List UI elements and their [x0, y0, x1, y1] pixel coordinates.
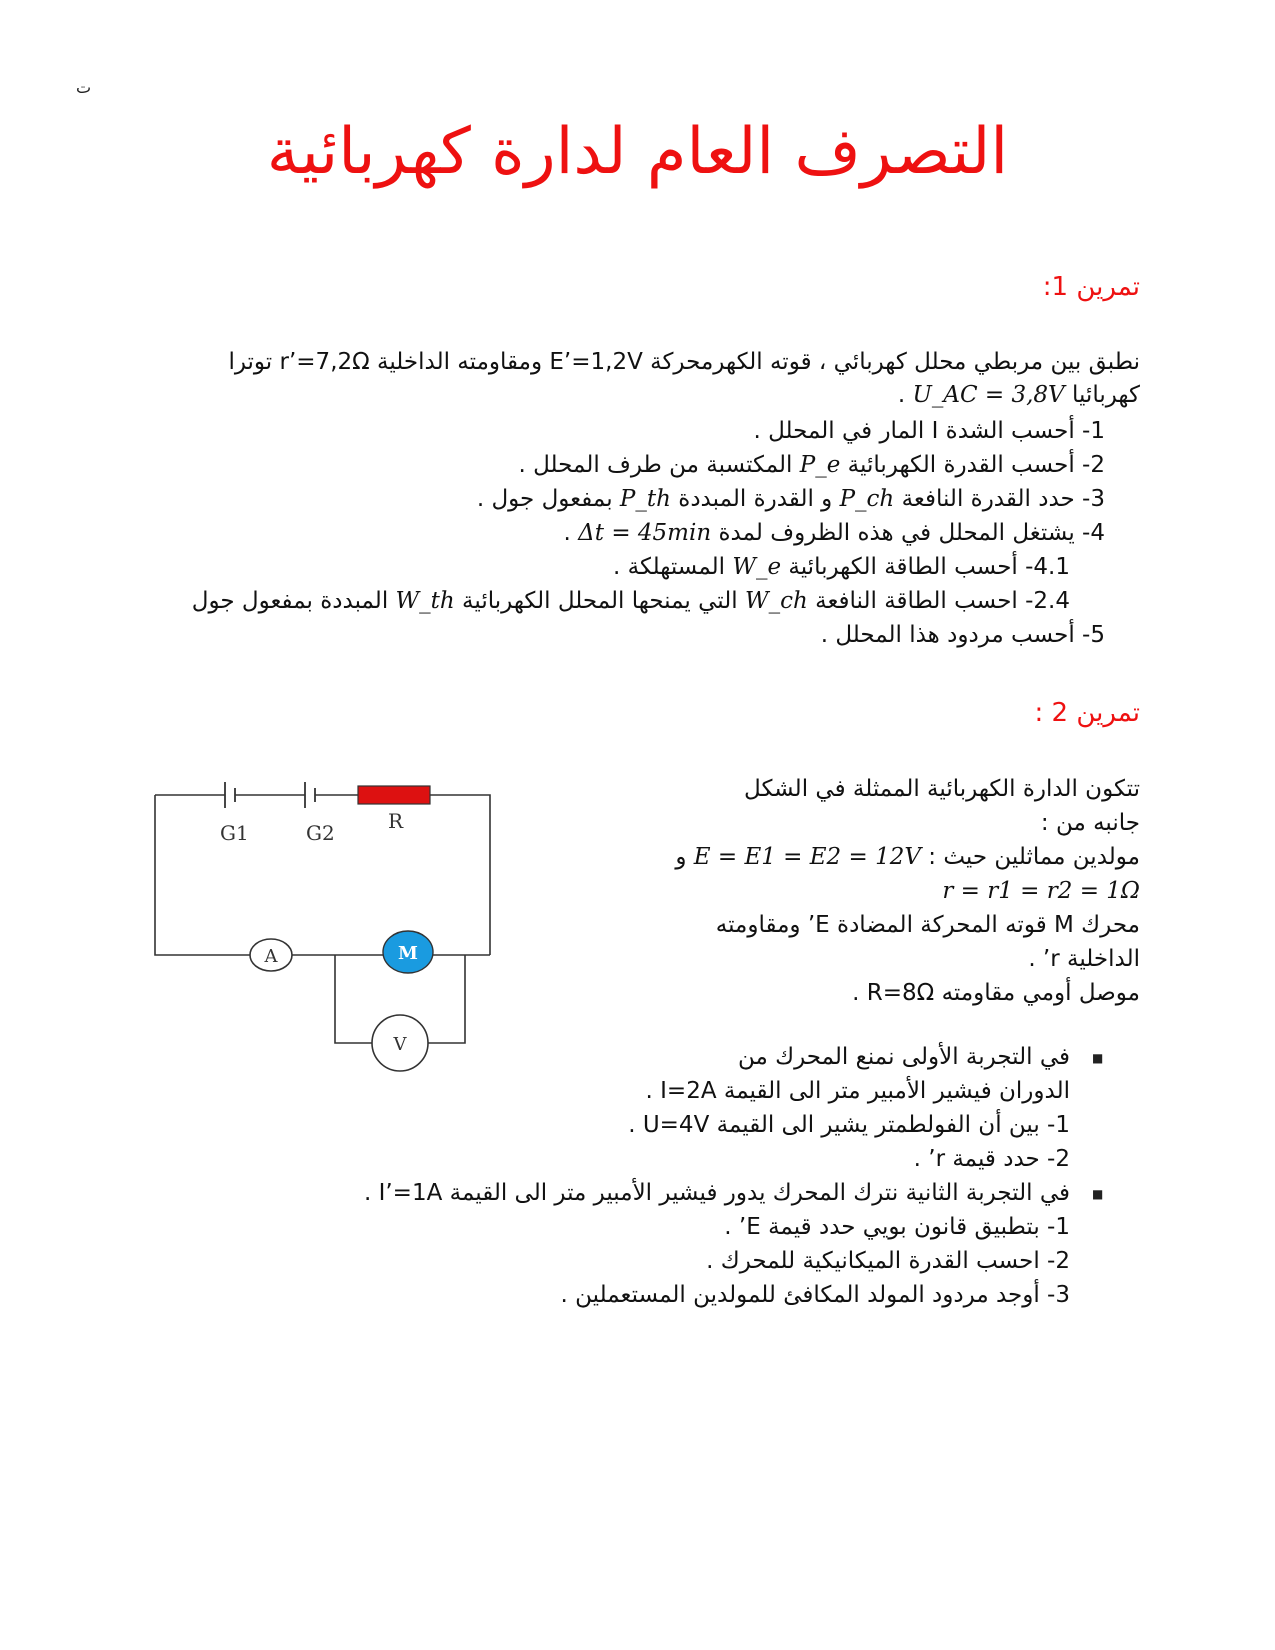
- ex2-desc-line7: موصل أومي مقاومته R=8Ω .: [852, 980, 1140, 1006]
- ex1-question-4: [564, 516, 1105, 550]
- ex2-desc-line4: r = r1 = r2 = 1Ω: [942, 878, 1140, 904]
- ex1-intro-math: U_AC = 3,8V: [912, 382, 1065, 408]
- ex2-exp1-line2: الدوران فيشير الأمبير متر الى القيمة I=2A .: [645, 1078, 1070, 1104]
- r-label: R: [388, 809, 404, 833]
- ex1-q3-math1: P_ch: [839, 486, 895, 512]
- ammeter-label: A: [264, 946, 278, 967]
- ex1-q41-math: W_e: [732, 554, 782, 580]
- ex1-q4-text-b: .: [563, 520, 571, 546]
- ex1-q42-text-b: التي يمنحها المحلل الكهربائية: [462, 588, 738, 614]
- ex1-q41-text-a: 4.1- أحسب الطاقة الكهربائية: [788, 554, 1070, 580]
- ex2-desc-line6: الداخلية r’ .: [1028, 946, 1140, 972]
- ex2-exp2-line1: في التجربة الثانية نترك المحرك يدور فيشير الأمبير متر الى القيمة I’=1A .: [363, 1180, 1070, 1206]
- ex2-desc3-text-b: و: [675, 844, 687, 870]
- ex2-exp1-question-2: 2- حدد قيمة r’ .: [913, 1146, 1070, 1172]
- ex1-q42-math1: W_ch: [744, 588, 808, 614]
- ex1-q3-text-b: و القدرة المبددة: [678, 486, 833, 512]
- ex1-q42-text-a: 2.4- احسب الطاقة النافعة: [815, 588, 1070, 614]
- exercise1-heading: تمرين 1:: [1042, 272, 1140, 302]
- ex1-question-5: 5- أحسب مردود هذا المحلل .: [820, 622, 1105, 648]
- ex1-q4-text-a: 4- يشتغل المحلل في هذه الظروف لمدة: [718, 520, 1105, 546]
- bullet-marker-1: ■: [1092, 1051, 1104, 1065]
- ex1-q3-text-c: بمفعول جول .: [476, 486, 613, 512]
- exercise2-heading: تمرين 2 :: [1034, 698, 1140, 728]
- ex1-intro-line1: نطبق بين مربطي محلل كهربائي ، قوته الكهرمحركة E’=1,2V ومقاومته الداخلية r’=7,2Ω توترا: [228, 349, 1140, 375]
- ex1-q41-text-b: المستهلكة .: [612, 554, 726, 580]
- bullet-marker-2: ■: [1092, 1187, 1104, 1201]
- ex1-intro-end: .: [897, 382, 906, 408]
- ex2-desc-line2: جانبه من :: [1040, 810, 1140, 836]
- ex2-exp1-question-1: 1- بين أن الفولطمتر يشير الى القيمة U=4V .: [628, 1112, 1070, 1138]
- page-title: التصرف العام لدارة كهربائية: [266, 115, 1009, 189]
- ex2-exp2-question-1: 1- بتطبيق قانون بويي حدد قيمة E’ .: [724, 1214, 1070, 1240]
- ex1-question-2: [519, 448, 1105, 482]
- wire-right: [430, 795, 490, 955]
- g1-label: G1: [220, 821, 249, 845]
- ex1-q3-math2: P_th: [619, 486, 671, 512]
- ex1-q3-text-a: 3- حدد القدرة النافعة: [901, 486, 1105, 512]
- ex2-exp2-question-2: 2- احسب القدرة الميكانيكية للمحرك .: [706, 1248, 1070, 1274]
- ex1-intro-text: كهربائيا: [1071, 382, 1140, 408]
- resistor-r: [358, 786, 430, 804]
- voltmeter-label: V: [393, 1034, 407, 1055]
- wire-voltmeter-right: [428, 955, 465, 1043]
- circuit-diagram: [140, 770, 520, 1090]
- ex1-q4-math: Δt = 45min: [578, 520, 712, 546]
- ex1-question-1: 1- أحسب الشدة I المار في المحلل .: [753, 418, 1105, 444]
- corner-mark: ت: [76, 78, 92, 97]
- ex1-q2-math: P_e: [799, 452, 841, 478]
- ex1-q42-math2: W_th: [395, 588, 455, 614]
- ex1-intro-line2: [898, 378, 1140, 412]
- wire-voltmeter-left: [335, 955, 372, 1043]
- ex1-question-3: [477, 482, 1105, 516]
- ex2-desc3-text-a: مولدين مماثلين حيث :: [928, 844, 1140, 870]
- ex2-desc-line3: [675, 840, 1140, 874]
- ex2-exp2-question-3: 3- أوجد مردود المولد المكافئ للمولدين المستعملين .: [560, 1282, 1070, 1308]
- ex1-question-4-2: [192, 584, 1070, 618]
- ex1-q2-text-a: 2- أحسب القدرة الكهربائية: [847, 452, 1105, 478]
- ex2-exp1-line1: في التجربة الأولى نمنع المحرك من: [737, 1044, 1070, 1070]
- wire-left-bottom: [155, 795, 250, 955]
- ex1-q42-text-c: المبددة بمفعول جول: [191, 588, 389, 614]
- g2-label: G2: [306, 821, 335, 845]
- ex2-desc-line1: تتكون الدارة الكهربائية الممثلة في الشكل: [744, 776, 1140, 802]
- ex1-q2-text-b: المكتسبة من طرف المحلل .: [518, 452, 793, 478]
- ex2-desc-line5: محرك M قوته المحركة المضادة E’ ومقاومته: [715, 912, 1140, 938]
- ex2-desc3-math: E = E1 = E2 = 12V: [693, 844, 921, 870]
- ex1-question-4-1: [613, 550, 1070, 584]
- motor-label: M: [398, 943, 418, 964]
